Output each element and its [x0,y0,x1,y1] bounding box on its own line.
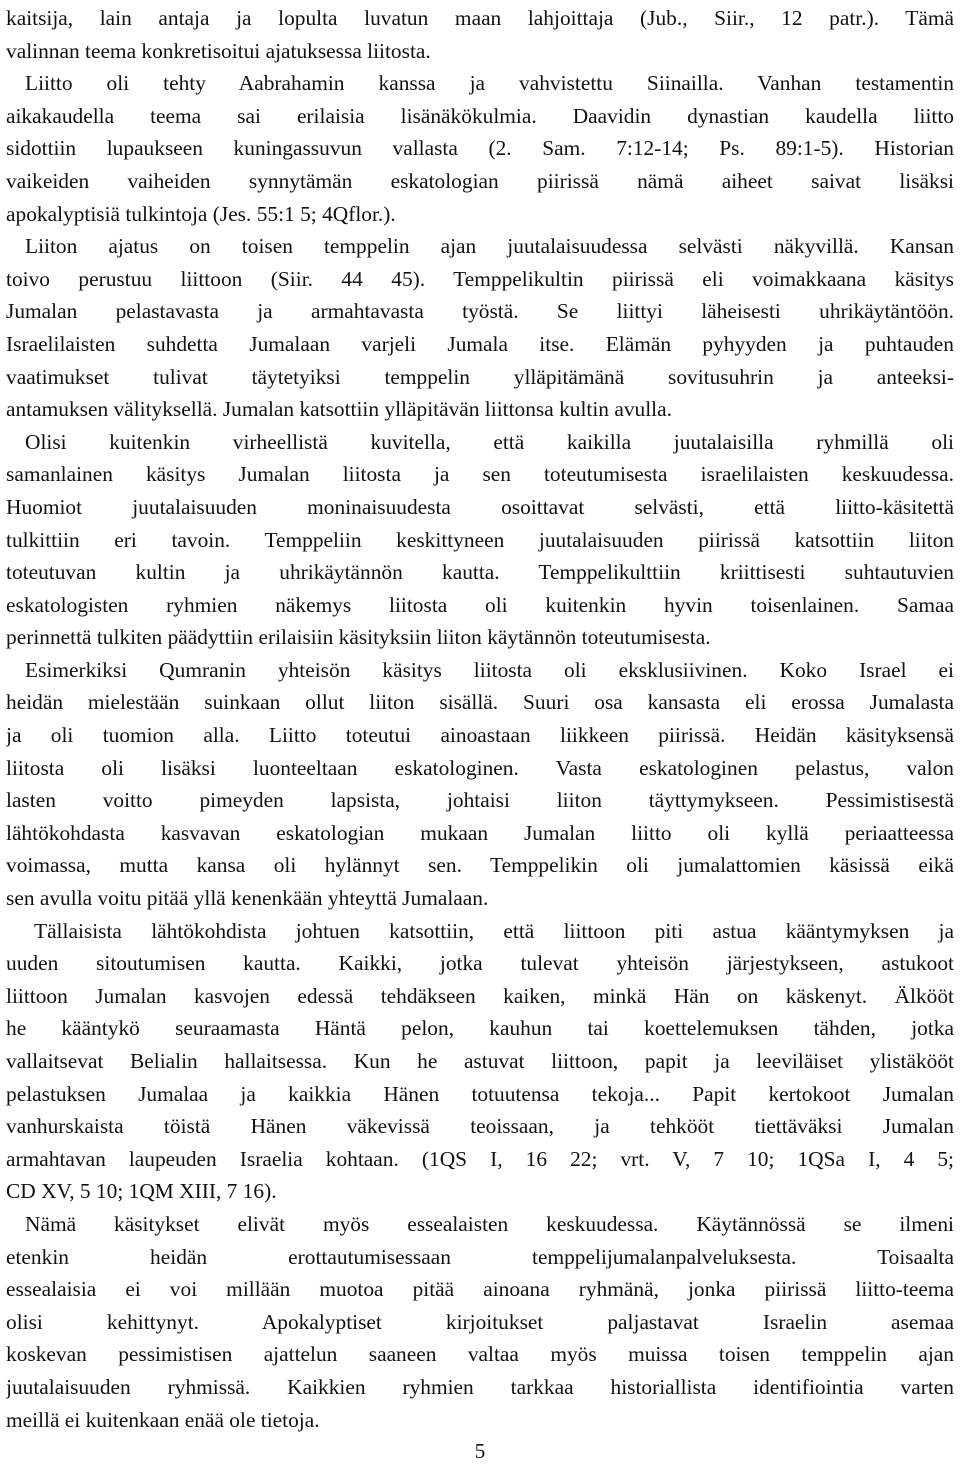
text-line: heidän mielestään suinkaan ollut liiton sisällä. Suuri osa kansasta eli erossa Jumalasta [6,690,954,715]
text-line: juutalaisuuden ryhmissä. Kaikkien ryhmien tarkkaa historiallista identifiointia varten [6,1374,954,1399]
text-line: koskevan pessimistisen ajattelun saaneen valtaa myös muissa toisen temppelin ajan [6,1342,954,1367]
text-line: lähtökohdasta kasvavan eskatologian mukaan Jumalan liitto oli kyllä periaatteessa [6,820,954,845]
text-line: Huomiot juutalaisuuden moninaisuudesta osoittavat selvästi, että liitto-käsitettä [6,494,954,519]
text-line: vallaitsevat Belialin hallaitsessa. Kun he astuvat liittoon, papit ja leeviläiset ylistäkööt [6,1049,954,1073]
text-line: liittoon Jumalan kasvojen edessä tehdäkseen kaiken, minkä Hän on käskenyt. Älkööt [6,983,954,1008]
text-line: armahtavan laupeuden Israelia kohtaan. (1QS I, 16 22; vrt. V, 7 10; 1QSa I, 4 5; [6,1146,954,1171]
text-line: valinnan teema konkretisoitui ajatuksessa liitosta. [6,38,431,63]
text-line: antamuksen välityksellä. Jumalan katsottiin ylläpitävän liittonsa kultin avulla. [6,397,672,422]
text-line: toivo perustuu liittoon (Siir. 44 45). Temppelikultin piirissä eli voimakkaana käsitys [6,266,954,291]
text-line: Israelilaisten suhdetta Jumalaan varjeli Jumala itse. Elämän pyhyyden ja puhtauden [6,331,954,356]
text-line: olisi kehittynyt. Apokalyptiset kirjoitukset paljastavat Israelin asemaa [6,1309,954,1334]
text-line: tulkittiin eri tavoin. Temppeliin keskittyneen juutalaisuuden piirissä katsottiin liiton [6,527,954,552]
text-line: vaatimukset tulivat täytetyiksi temppelin ylläpitämänä sovitusuhrin ja anteeksi- [6,364,954,389]
text-line: essealaisia ei voi millään muotoa pitää ainoana ryhmänä, jonka piirissä liitto-teema [6,1277,954,1302]
text-line: he kääntykö seuraamasta Häntä pelon, kauhun tai koettelemuksen tähden, jotka [6,1016,954,1041]
text-line: voimassa, mutta kansa oli hylännyt sen. Temppelikin oli jumalattomien käsissä eikä [6,853,954,878]
text-line: apokalyptisiä tulkintoja (Jes. 55:1 5; 4Qflor.). [6,201,396,226]
text-line: Jumalan pelastavasta ja armahtavasta työstä. Se liittyi läheisesti uhrikäytäntöön. [6,299,954,324]
text-line: perinnettä tulkiten päädyttiin erilaisiin käsityksiin liiton käytännön toteutumisesta. [6,625,711,650]
text-line: lasten voitto pimeyden lapsista, johtaisi liiton täyttymykseen. Pessimistisestä [6,788,954,813]
text-line: Tällaisista lähtökohdista johtuen katsottiin, että liittoon piti astua kääntymyksen ja [34,918,954,943]
text-line: ja oli tuomion alla. Liitto toteutui ainoastaan liikkeen piirissä. Heidän käsityksensä [6,723,954,748]
text-line: aikakaudella teema sai erilaisia lisänäkökulmia. Daavidin dynastian kaudella liitto [6,103,954,128]
text-line: Olisi kuitenkin virheellistä kuvitella, että kaikilla juutalaisilla ryhmillä oli [25,429,954,454]
text-line: sidottiin lupaukseen kuningassuvun vallasta (2. Sam. 7:12-14; Ps. 89:1-5). Historian [6,136,954,161]
text-line: pelastuksen Jumalaa ja kaikkia Hänen totuutensa tekoja... Papit kertokoot Jumalan [6,1081,954,1106]
text-line: kaitsija, lain antaja ja lopulta luvatun maan lahjoittaja (Jub., Siir., 12 patr.). Tämä [6,6,954,30]
text-line: uuden sitoutumisen kautta. Kaikki, jotka tulevat yhteisön järjestykseen, astukoot [6,951,954,976]
page-number: 5 [474,1439,486,1463]
text-line: Liitto oli tehty Aabrahamin kanssa ja vahvistettu Siinailla. Vanhan testamentin [25,71,954,96]
text-line: liitosta oli lisäksi luonteeltaan eskatologinen. Vasta eskatologinen pelastus, valon [6,755,954,780]
text-line: Esimerkiksi Qumranin yhteisön käsitys liitosta oli eksklusiivinen. Koko Israel ei [25,657,954,682]
text-line: Nämä käsitykset elivät myös essealaisten keskuudessa. Käytännössä se ilmeni [25,1211,954,1236]
text-line: sen avulla voitu pitää yllä kenenkään yhteyttä Jumalaan. [6,886,489,911]
text-line: CD XV, 5 10; 1QM XIII, 7 16). [6,1179,277,1204]
text-line: eskatologisten ryhmien näkemys liitosta oli kuitenkin hyvin toisenlainen. Samaa [6,592,954,617]
text-line: toteutuvan kultin ja uhrikäytännön kautta. Temppelikulttiin kriittisesti suhtautuvien [6,560,954,585]
text-line: etenkin heidän erottautumisessaan temppelijumalanpalveluksesta. Toisaalta [6,1244,954,1269]
text-line: Liiton ajatus on toisen temppelin ajan juutalaisuudessa selvästi näkyvillä. Kansan [25,234,954,259]
text-line: meillä ei kuitenkaan enää ole tietoja. [6,1407,320,1432]
text-line: vanhurskaista töistä Hänen väkevissä teoissaan, ja tehkööt tiettäväksi Jumalan [6,1114,954,1139]
text-line: samanlainen käsitys Jumalan liitosta ja sen toteutumisesta israelilaisten keskuudessa. [6,462,954,487]
text-line: vaikeiden vaiheiden synnytämän eskatologian piirissä nämä aiheet saivat lisäksi [6,168,954,193]
document-body [6,2,954,1436]
